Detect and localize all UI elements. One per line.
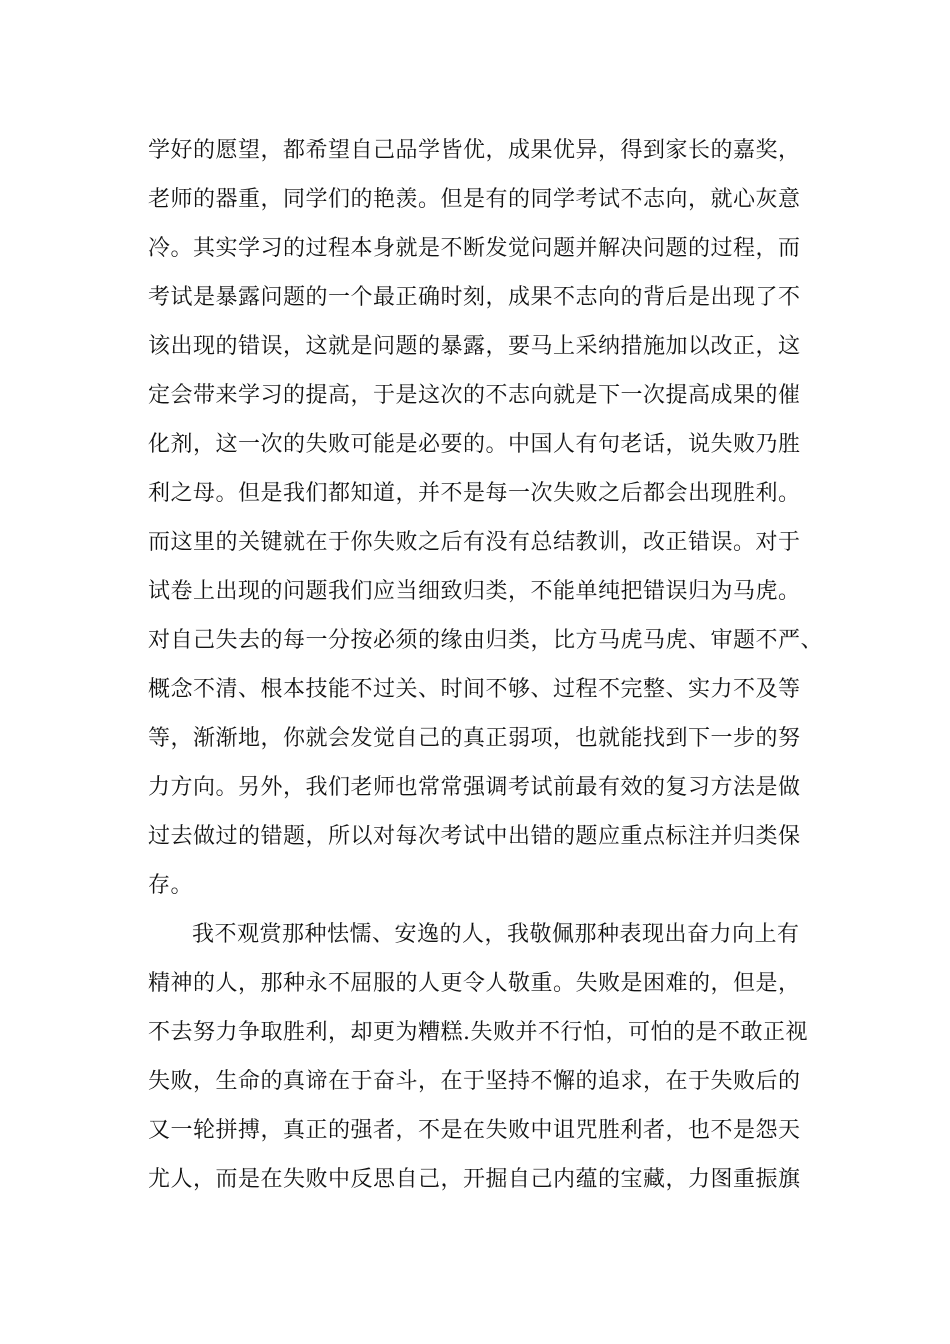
text-line: 学好的愿望，都希望自己品学皆优，成果优异，得到家长的嘉奖， [148, 138, 801, 163]
text-line: 该出现的错误，这就是问题的暴露，要马上采纳措施加以改正，这 [148, 334, 801, 359]
paragraph [148, 910, 838, 1204]
text-line: 冷。其实学习的过程本身就是不断发觉问题并解决问题的过程，而 [148, 236, 801, 261]
text-line: 又一轮拼搏，真正的强者，不是在失败中诅咒胜利者，也不是怨天 [148, 1118, 801, 1143]
text-line: 不去努力争取胜利，却更为糟糕.失败并不行怕，可怕的是不敢正视 [148, 1020, 808, 1045]
text-line: 老师的器重，同学们的艳羡。但是有的同学考试不志向，就心灰意 [148, 187, 801, 212]
paragraph [148, 126, 838, 910]
text-line: 力方向。另外，我们老师也常常强调考试前最有效的复习方法是做 [148, 775, 801, 800]
text-line: 利之母。但是我们都知道，并不是每一次失败之后都会出现胜利。 [148, 481, 801, 506]
text-line: 过去做过的错题，所以对每次考试中出错的题应重点标注并归类保 [148, 824, 801, 849]
body-text [148, 126, 838, 1204]
text-line: 存。 [148, 873, 194, 898]
text-line: 化剂，这一次的失败可能是必要的。中国人有句老话，说失败乃胜 [148, 432, 801, 457]
text-line: 失败，生命的真谛在于奋斗，在于坚持不懈的追求，在于失败后的 [148, 1069, 801, 1094]
text-line: 等，渐渐地，你就会发觉自己的真正弱项，也就能找到下一步的努 [148, 726, 801, 751]
text-line: 我不观赏那种怯懦、安逸的人，我敬佩那种表现出奋力向上有 [192, 922, 800, 947]
text-line: 试卷上出现的问题我们应当细致归类，不能单纯把错误归为马虎。 [148, 579, 801, 604]
text-line: 尤人，而是在失败中反思自己，开掘自己内蕴的宝藏，力图重振旗 [148, 1167, 801, 1192]
text-line: 精神的人，那种永不屈服的人更令人敬重。失败是困难的，但是， [148, 971, 801, 996]
text-line: 考试是暴露问题的一个最正确时刻，成果不志向的背后是出现了不 [148, 285, 801, 310]
text-line: 概念不清、根本技能不过关、时间不够、过程不完整、实力不及等 [148, 677, 801, 702]
text-line: 对自己失去的每一分按必须的缘由归类，比方马虎马虎、审题不严、 [148, 628, 824, 653]
text-line: 而这里的关键就在于你失败之后有没有总结教训，改正错误。对于 [148, 530, 801, 555]
text-line: 定会带来学习的提高，于是这次的不志向就是下一次提高成果的催 [148, 383, 801, 408]
